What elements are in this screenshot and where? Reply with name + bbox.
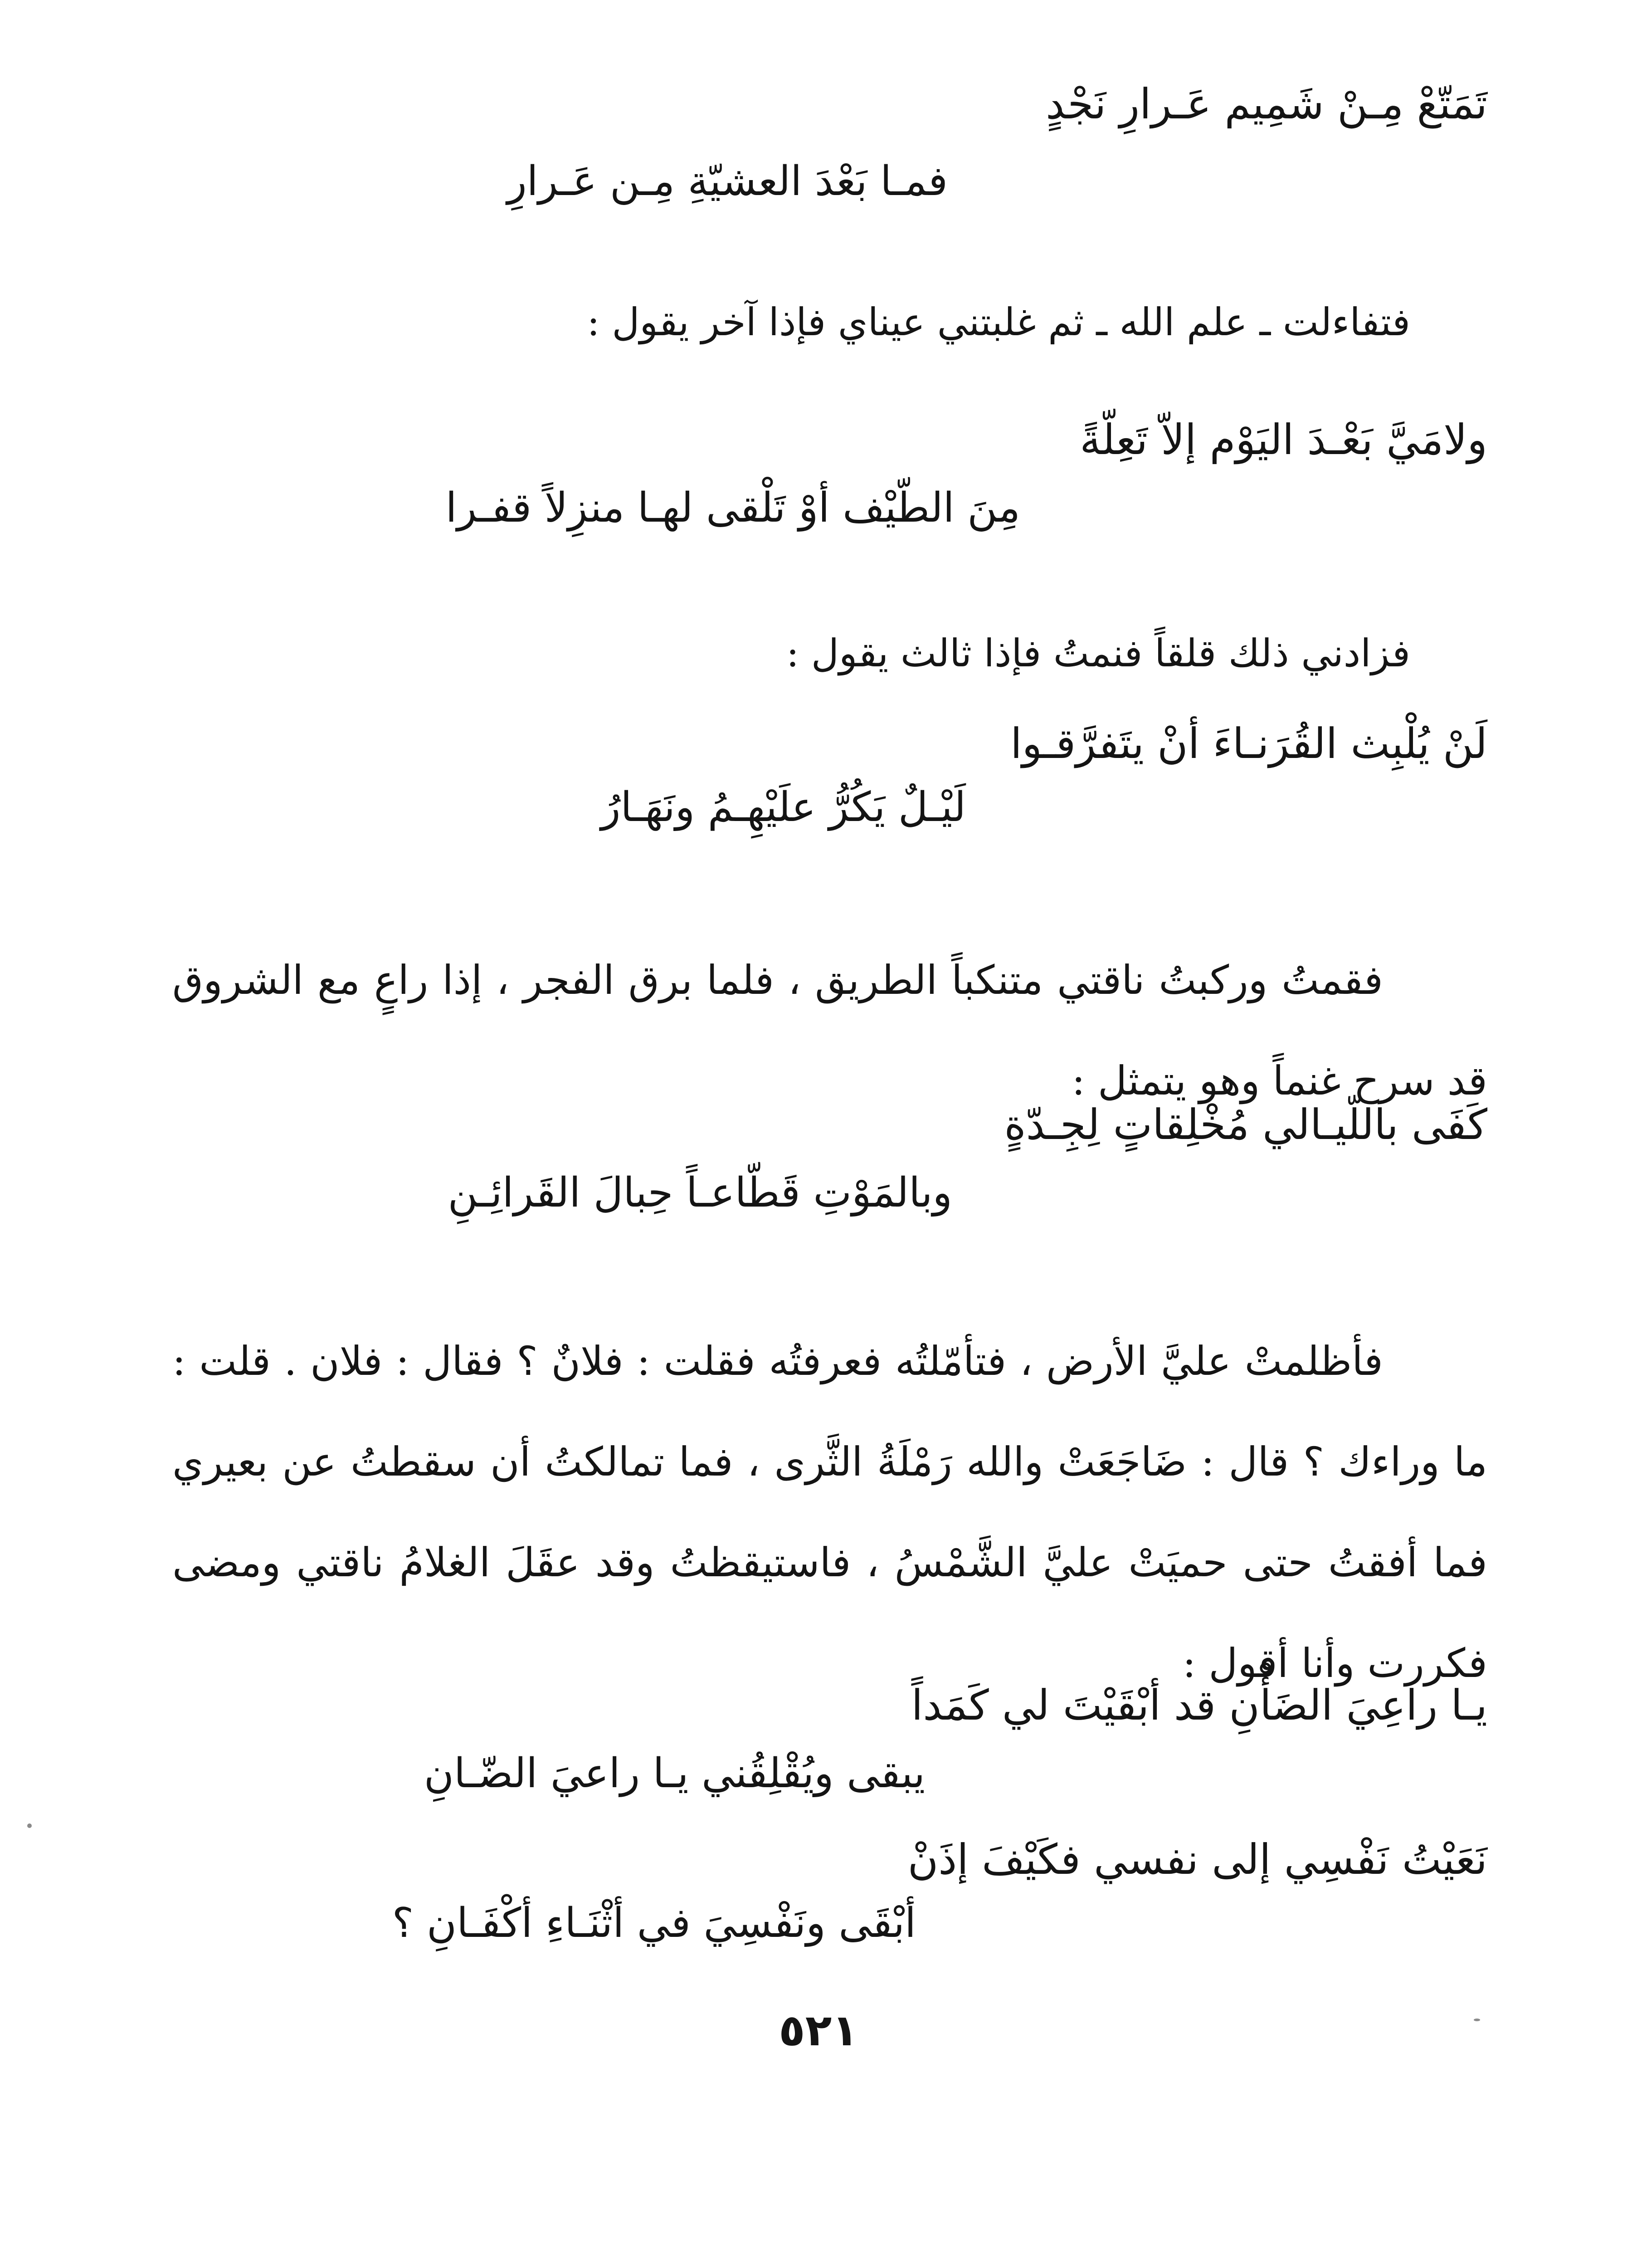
verse-4-first-hemistich: كَفَى باللّيـالي مُخْلِقاتٍ لِجِـدّةٍ [1004, 1100, 1487, 1149]
verse-3-second-hemistich: لَيْـلٌ يَكُرُّ علَيْهِـمُ ونَهَـارُ [601, 783, 966, 831]
verse-6-first-hemistich: نَعَيْتُ نَفْسِي إلى نفسي فكَيْفَ إذَنْ [907, 1835, 1487, 1884]
scan-speck [1474, 2019, 1480, 2021]
prose-intro-1: فتفاءلت ـ علم الله ـ ثم غلبتني عيناي فإذا آخر يقول : [587, 300, 1410, 344]
prose-paragraph-4: فأظلمتْ عليَّ الأرض ، فتأمّلتُه فعرفتُه فقلت : فلانٌ ؟ فقال : فلان . قلت : ما وراءك ؟ قال : ضَاجَعَتْ والله رَمْلَةُ الثَّرى ، فما تمالكتُ أن سقطتُ عن بعيري فما أفقتُ حتى حميَتْ عليَّ الشَّمْسُ ، فاستيقظتُ وقد عقَلَ الغلامُ ناقتي ومضى فكررت وأنا أقول : [172, 1338, 1487, 1686]
verse-3-first-hemistich: لَنْ يُلْبِث القُرَنـاءَ أنْ يتَفرَّقـوا [1010, 719, 1487, 768]
verse-5-first-hemistich: يـا راعِيَ الضَأْنِ قد أبْقَيْتَ لي كَمَداً [911, 1681, 1487, 1730]
verse-1-first-hemistich: تَمَتّعْ مِـنْ شَمِيم عَـرارِ نَجْدٍ [1046, 80, 1487, 128]
verse-2-first-hemistich: ولامَيَّ بَعْـدَ اليَوْم إلاّ تَعِلّةً [1080, 415, 1487, 464]
verse-1-second-hemistich: فمـا بَعْدَ العشيّةِ مِـن عَـرارِ [507, 157, 948, 205]
verse-2-second-hemistich: مِنَ الطّيْف أوْ تَلْقى لهـا منزِلاً قفـرا [445, 484, 1020, 532]
scan-speck [27, 1823, 32, 1828]
prose-paragraph-3: فقمتُ وركبتُ ناقتي متنكباً الطريق ، فلما برق الفجر ، إذا راعٍ مع الشروق قد سرح غنماً وهو يتمثل : [172, 957, 1487, 1104]
verse-5-second-hemistich: يبقى ويُقْلِقُني يـا راعيَ الضّـانِ [424, 1750, 925, 1797]
prose-intro-2: فزادني ذلك قلقاً فنمتُ فإذا ثالث يقول : [786, 631, 1410, 675]
verse-4-second-hemistich: وبالمَوْتِ قَطّاعـاً حِبالَ القَرائِـنِ [448, 1169, 952, 1217]
verse-6-second-hemistich: أبْقَى ونَفْسِيَ في أثْنَـاءِ أكْفَـانِ ؟ [392, 1899, 916, 1947]
page-number: ٥٢١ [779, 2005, 858, 2056]
